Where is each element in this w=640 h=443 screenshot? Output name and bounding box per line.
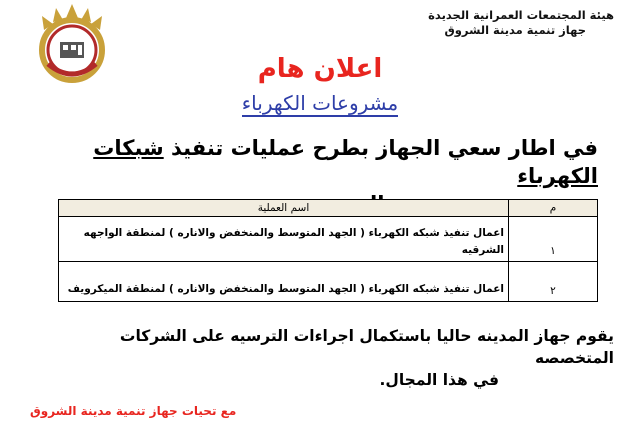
table-header-row [59, 200, 598, 217]
intro-text-part1: في اطار سعي الجهاز بطرح عمليات تنفيذ [163, 136, 598, 160]
footer-greeting: مع تحيات جهاز تنمية مدينة الشروق [30, 404, 237, 418]
header-number: م [509, 200, 598, 217]
row-number: ١ [509, 217, 598, 262]
announcement-subtitle [0, 90, 640, 116]
row-name: اعمال تنفيذ شبكه الكهرباء ( الجهد المتوسط والمنخفض والاناره ) لمنطقة الميكرويف [59, 262, 509, 302]
organization-header [428, 8, 614, 38]
announcement-title: اعلان هام [257, 54, 383, 84]
table-row [59, 262, 598, 302]
org-name-line1: هيئة المجتمعات العمرانية الجديدة [428, 8, 614, 22]
header-name: اسم العملية [59, 200, 509, 217]
intro-text-part2: بالمدينة: [305, 192, 393, 216]
org-name-line2: جهاز تنمية مدينة الشروق [444, 23, 586, 37]
row-number: ٢ [509, 262, 598, 302]
subtitle-text: مشروعات الكهرباء [241, 91, 399, 115]
status-line1: يقوم جهاز المدينه حاليا باستكمال اجراءات الترسيه على الشركات المتخصصه [119, 327, 614, 367]
status-line2: في هذا المجال. [379, 371, 499, 389]
intro-underlined-text: شبكات الكهرباء [93, 136, 598, 188]
status-paragraph [54, 325, 614, 391]
row-name: اعمال تنفيذ شبكه الكهرباء ( الجهد المتوسط والمنخفض والاناره ) لمنطقة الواجهه الشرقيه [59, 217, 509, 262]
operations-table [58, 199, 598, 302]
table-row [59, 217, 598, 262]
